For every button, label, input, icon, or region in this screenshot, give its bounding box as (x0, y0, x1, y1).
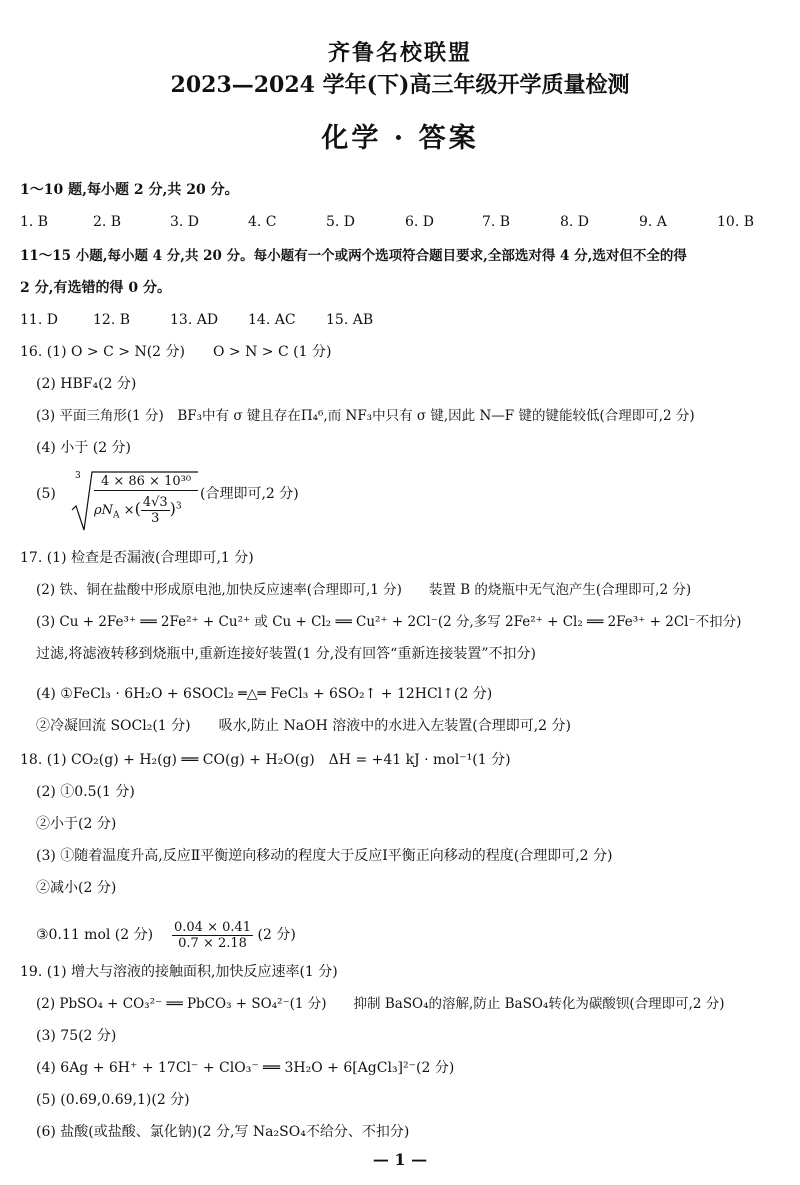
section1-answers (0, 212, 800, 232)
q16-line3: (3) 平面三角形(1 分) BF₃中有 σ 键且存在Π₄⁶,而 NF₃中只有 σ 键,因此 N—F 键的键能较低(合理即可,2 分) (36, 408, 695, 424)
q17-line2: (2) 铁、铜在盐酸中形成原电池,加快反应速率(合理即可,1 分) 装置 B 的烧瓶中无气泡产生(合理即可,2 分) (36, 582, 692, 598)
page-number: — 1 — (372, 1150, 428, 1169)
root-denominator: $\rho N_A$ ×( $\frac{4√3}{3}$ )$^3$ (94, 495, 182, 526)
answer-item: 8. D (560, 214, 590, 230)
q16-line1: 16. (1) O > C > N(2 分) O > N > C (1 分) (20, 344, 332, 360)
q18-line2: (2) ①0.5(1 分) (36, 784, 135, 800)
q17-line3: (3) Cu + 2Fe³⁺ ══ 2Fe²⁺ + Cu²⁺ 或 Cu + Cl₂ ══ Cu²⁺ + 2Cl⁻(2 分,多写 2Fe²⁺ + Cl₂ ══ 2Fe³⁺ + 2Cl⁻不扣分) (36, 614, 742, 630)
q19-line2: (2) PbSO₄ + CO₃²⁻ ══ PbCO₃ + SO₄²⁻(1 分) 抑制 BaSO₄的溶解,防止 BaSO₄转化为碳酸钡(合理即可,2 分) (36, 996, 725, 1012)
subject-title: 化学 · 答案 (321, 123, 479, 154)
q18-score: (2 分) (257, 927, 296, 943)
q18-line1: 18. (1) CO₂(g) + H₂(g) ══ CO(g) + H₂O(g) ΔH = +41 kJ · mol⁻¹(1 分) (20, 752, 511, 768)
answer-item: 2. B (93, 214, 122, 230)
root-numerator: 4 × 86 × 10³⁰ (94, 474, 198, 491)
answer-item: 6. D (405, 214, 435, 230)
q18-line3: ②小于(2 分) (36, 816, 117, 832)
answer-item: 9. A (639, 214, 667, 230)
q19-line6: (6) 盐酸(或盐酸、氯化钠)(2 分,写 Na₂SO₄不给分、不扣分) (36, 1124, 410, 1140)
q18-line4: (3) ①随着温度升高,反应Ⅱ平衡逆向移动的程度大于反应Ⅰ平衡正向移动的程度(合理即可,2 分) (36, 848, 613, 864)
answer-item: 14. AC (248, 312, 296, 328)
org-title: 齐鲁名校联盟 (327, 40, 472, 66)
section1-intro: 1～10 题,每小题 2 分,共 20 分。 (20, 182, 239, 198)
exam-title: 2023—2024 学年(下)高三年级开学质量检测 (170, 72, 630, 98)
answer-item: 10. B (717, 214, 755, 230)
q18-fraction: $\frac{0.04 \times 0.41}{0.7 \times 2.18}$ (174, 919, 252, 951)
q17-line5: (4) ①FeCl₃ · 6H₂O + 6SOCl₂ ═△═ FeCl₃ + 6SO₂↑ + 12HCl↑(2 分) (36, 686, 493, 702)
answer-item: 5. D (326, 214, 356, 230)
q17-line6: ②冷凝回流 SOCl₂(1 分) 吸水,防止 NaOH 溶液中的水进入左装置(合理即可,2 分) (36, 718, 571, 734)
q18-answer-amount: ③0.11 mol (2 分) (36, 927, 154, 943)
answer-item: 1. B (20, 214, 49, 230)
answer-item: 4. C (248, 214, 277, 230)
inner-fraction: $\frac{4√3}{3}$ (142, 495, 168, 526)
q19-line1: 19. (1) 增大与溶液的接触面积,加快反应速率(1 分) (20, 964, 338, 980)
q19-line4: (4) 6Ag + 6H⁺ + 17Cl⁻ + ClO₃⁻ ══ 3H₂O + 6[AgCl₃]²⁻(2 分) (36, 1060, 455, 1076)
answer-item: 12. B (93, 312, 131, 328)
q16-line5-label: (5) (36, 486, 56, 502)
q16-cube-root-formula (70, 466, 200, 534)
q17-line4: 过滤,将滤液转移到烧瓶中,重新连接好装置(1 分,没有回答“重新连接装置”不扣分) (36, 646, 536, 662)
q18-line6 (36, 918, 296, 952)
section2-intro-line2: 2 分,有选错的得 0 分。 (20, 280, 171, 296)
q19-line5: (5) (0.69,0.69,1)(2 分) (36, 1092, 190, 1108)
answer-item: 3. D (170, 214, 200, 230)
q16-line5-tail: (合理即可,2 分) (200, 486, 299, 502)
section2-intro-line1: 11～15 小题,每小题 4 分,共 20 分。每小题有一个或两个选项符合题目要求,全部选对得 4 分,选对但不全的得 (20, 248, 687, 264)
answer-item: 15. AB (326, 312, 374, 328)
q17-line1: 17. (1) 检查是否漏液(合理即可,1 分) (20, 550, 254, 566)
q16-line4: (4) 小于 (2 分) (36, 440, 132, 456)
section2-answers (0, 310, 800, 330)
answer-item: 13. AD (170, 312, 219, 328)
q19-line3: (3) 75(2 分) (36, 1028, 117, 1044)
rho-na: ρN (94, 503, 114, 518)
q18-line5: ②减小(2 分) (36, 880, 117, 896)
answer-item: 11. D (20, 312, 58, 328)
answer-item: 7. B (482, 214, 511, 230)
q16-line2: (2) HBF₄(2 分) (36, 376, 137, 392)
svg-text:3: 3 (75, 471, 81, 481)
